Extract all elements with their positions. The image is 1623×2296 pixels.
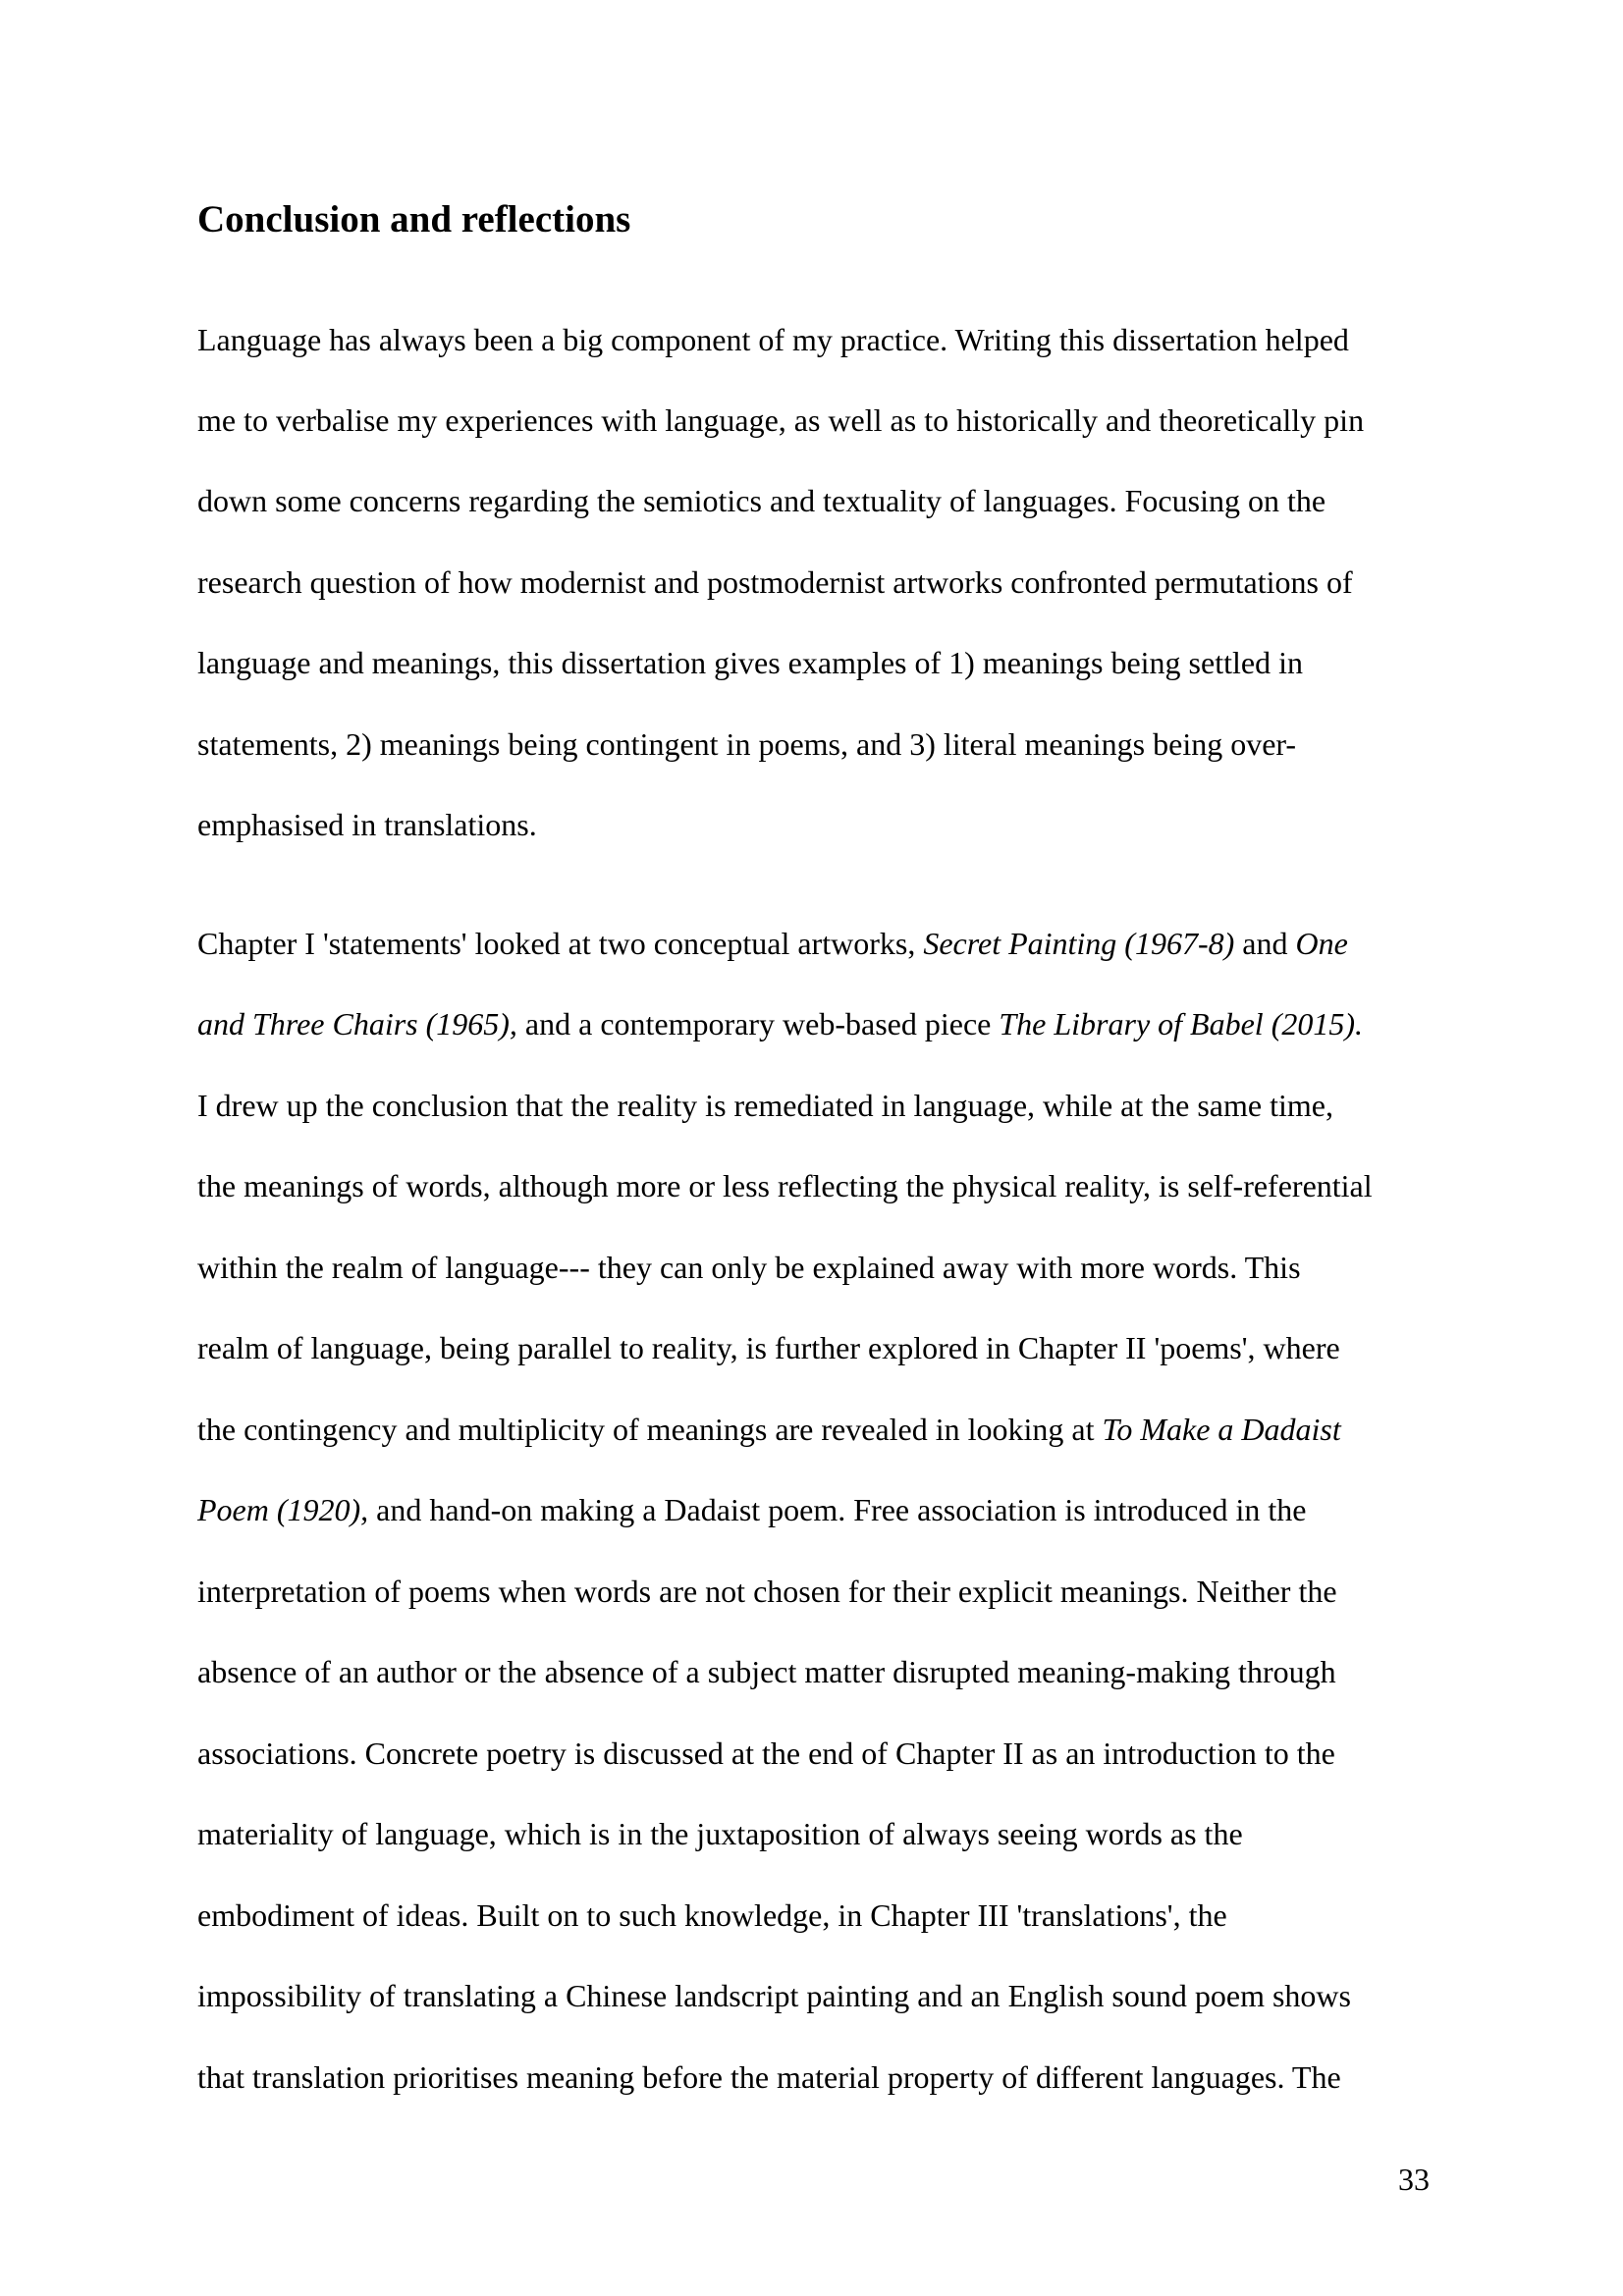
paragraph-2-line-12: materiality of language, which is in the juxtaposition of always seeing words as the — [197, 1816, 1243, 1851]
artwork-title: To Make a Dadaist — [1102, 1412, 1341, 1447]
paragraph-2-line-15: that translation prioritises meaning before the material property of different languages. The — [197, 2059, 1341, 2095]
paragraph-1-line-3: down some concerns regarding the semiotics and textuality of languages. Focusing on the — [197, 483, 1326, 518]
text-run: the contingency and multiplicity of meanings are revealed in looking at — [197, 1412, 1103, 1447]
paragraph-1-line-5: language and meanings, this dissertation gives examples of 1) meanings being settled in — [197, 645, 1303, 680]
paragraph-1-line-7: emphasised in translations. — [197, 807, 537, 842]
artwork-title: One — [1295, 926, 1348, 961]
paragraph-2-line-1 — [197, 919, 1348, 968]
paragraph-2-line-10: absence of an author or the absence of a subject matter disrupted meaning-making through — [197, 1654, 1336, 1689]
artwork-title: Secret Painting (1967-8) — [923, 926, 1235, 961]
paragraph-2-line-13: embodiment of ideas. Built on to such knowledge, in Chapter III 'translations', the — [197, 1897, 1227, 1933]
artwork-title: The Library of Babel (2015). — [999, 1006, 1363, 1041]
text-run: and a contemporary web-based piece — [516, 1006, 1000, 1041]
artwork-title: Poem (1920), — [197, 1492, 369, 1527]
paragraph-1-line-2: me to verbalise my experiences with language, as well as to historically and theoretically pin — [197, 402, 1365, 438]
paragraph-2-line-14: impossibility of translating a Chinese landscript painting and an English sound poem shows — [197, 1978, 1351, 2013]
text-run: and — [1234, 926, 1296, 961]
paragraph-2-line-6: realm of language, being parallel to reality, is further explored in Chapter II 'poems', where — [197, 1330, 1340, 1365]
paragraph-2-line-11: associations. Concrete poetry is discussed at the end of Chapter II as an introduction to the — [197, 1735, 1335, 1771]
section-heading: Conclusion and reflections — [197, 198, 631, 240]
paragraph-1-line-4: research question of how modernist and postmodernist artworks confronted permutations of — [197, 564, 1353, 600]
paragraph-2-line-7 — [197, 1405, 1341, 1454]
paragraph-2-line-2 — [197, 999, 1363, 1048]
artwork-title: and Three Chairs (1965), — [197, 1006, 517, 1041]
paragraph-1-line-1: Language has always been a big component of my practice. Writing this dissertation helped — [197, 322, 1349, 357]
paragraph-2-line-4: the meanings of words, although more or less reflecting the physical reality, is self-referential — [197, 1168, 1373, 1203]
paragraph-2-line-8 — [197, 1485, 1306, 1534]
paragraph-2-line-9: interpretation of poems when words are not chosen for their explicit meanings. Neither the — [197, 1574, 1337, 1609]
paragraph-1-line-6: statements, 2) meanings being contingent in poems, and 3) literal meanings being over- — [197, 726, 1297, 762]
text-run: and hand-on making a Dadaist poem. Free association is introduced in the — [368, 1492, 1307, 1527]
paragraph-2-line-3: I drew up the conclusion that the reality is remediated in language, while at the same time, — [197, 1088, 1333, 1123]
paragraph-2-line-5: within the realm of language--- they can only be explained away with more words. This — [197, 1250, 1301, 1285]
text-run: Chapter I 'statements' looked at two conceptual artworks, — [197, 926, 924, 961]
page-number: 33 — [1398, 2162, 1430, 2197]
